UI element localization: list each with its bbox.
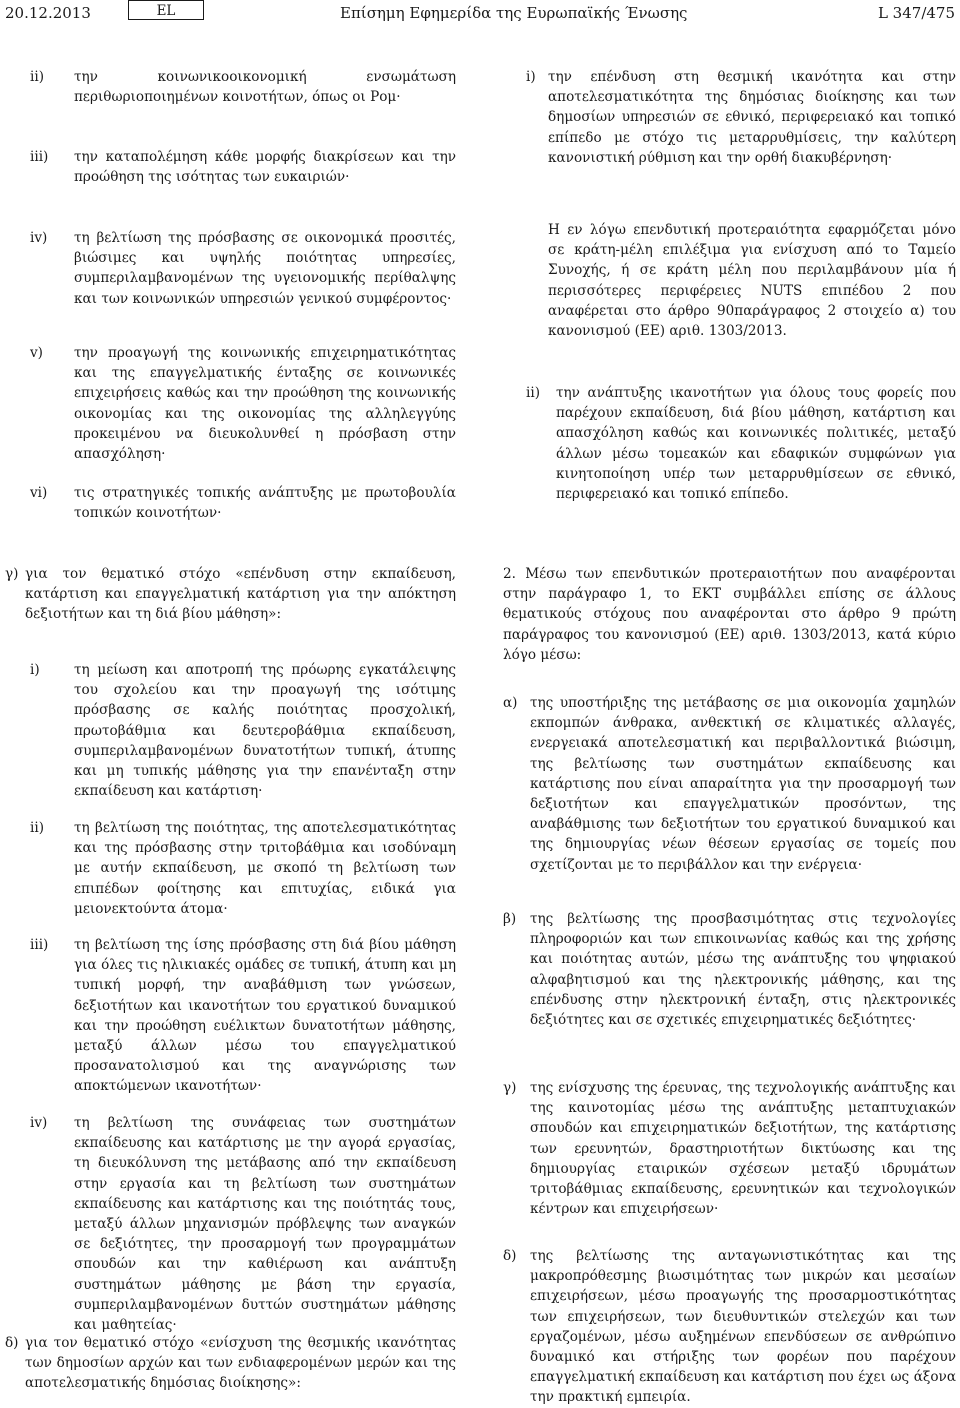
list-item	[526, 67, 956, 168]
item-text: τη βελτίωση της ποιότητας, της αποτελεσματικότητας και της πρόσβασης στην τριτοβάθμια και ισοδύναμη με αυτήν εκπαίδευση, με σκοπό τη βελτίωση των επιπέδων φοίτησης και επιτυχίας, ειδικά για μειονεκτούντα άτομα·	[74, 820, 456, 917]
section-letter: δ)	[5, 1335, 19, 1351]
item-number: ii)	[30, 820, 44, 836]
item-text: της ενίσχυσης της έρευνας, της τεχνολογικής ανάπτυξης και της καινοτομίας μέσω της ανάπτυξης μεταπτυχιακών σπουδών και επιχειρηματικών δεξιοτήτων, της κατάρτισης των ερευνητών, δραστηριοτήτων δικτύωσης και της δημιουργίας εταιρικών σχέσεων μεταξύ ιδρυμάτων τριτοβάθμιας εκπαίδευσης, ερευνητικών και τεχνολογικών κέντρων και επιχειρήσεων·	[530, 1080, 956, 1218]
item-text: της υποστήριξης της μετάβασης σε μια οικονομία χαμηλών εκπομπών άνθρακα, ανθεκτική σε κλιματικές αλλαγές, ενεργειακά αποτελεσματική και περιβαλλοντικά βιώσιμη, της βελτίωσης των συστημάτων εκπαίδευσης και κατάρτισης που είναι απαραίτητα για την προσαρμογή των δεξιοτήτων και επαγγελματικών προσόντων, της αναβάθμισης των δεξιοτήτων του εργατικού δυναμικού και της δημιουργίας νέων θέσεων εργασίας σε τομείς που σχετίζονται με το περιβάλλον και την ενέργεια·	[530, 695, 956, 873]
item-number: iv)	[30, 1115, 48, 1131]
item-text: την κοινωνικοοικονομική ενσωμάτωση περιθωριοποιημένων κοινοτήτων, όπως οι Ρομ·	[74, 69, 456, 106]
item-text: τη βελτίωση της πρόσβασης σε οικονομικά προσιτές, βιώσιμες και υψηλής ποιότητας υπηρεσίες, συμπεριλαμβανομένων της υγειονομικής περίθαλψης και των κοινωνικών υπηρεσιών γενικού συμφέροντος·	[74, 230, 456, 307]
item-number: i)	[30, 662, 40, 678]
item-text: την επένδυση στη θεσμική ικανότητα και στην αποτελεσματικότητα της δημόσιας διοίκησης και των δημοσίων υπηρεσιών σε εθνικό, περιφερειακό και τοπικό επίπεδο με στόχο τις μεταρρυθμίσεις, την καλύτερη κανονιστική ρύθμιση και την ορθή διακυβέρνηση·	[548, 69, 956, 166]
item-number: γ)	[503, 1080, 517, 1096]
list-item	[503, 909, 956, 1030]
section-letter: γ)	[5, 566, 19, 582]
item-number: ii)	[526, 385, 540, 401]
item-number: i)	[526, 69, 536, 85]
section-d	[5, 1333, 456, 1394]
list-item	[503, 693, 956, 875]
language-box: EL	[128, 0, 204, 20]
item-number: α)	[503, 695, 518, 711]
list-item	[30, 818, 456, 919]
list-item	[503, 1078, 956, 1219]
section-text: για τον θεματικό στόχο «ενίσχυση της θεσμικής ικανότητας των δημοσίων αρχών και των ενδιαφερομένων μερών και της αποτελεσματικής δημόσιας διοίκησης»:	[25, 1335, 456, 1392]
item-text: τη μείωση και αποτροπή της πρόωρης εγκατάλειψης του σχολείου και την προαγωγή της ισότιμης πρόσβασης σε καλής ποιότητας προσχολική, πρωτοβάθμια και δευτεροβάθμια εκπαίδευση, συμπεριλαμβανομένων δυνατοτήτων τυπική, άτυπης και μη τυπικής μάθησης για την επανένταξη στην εκπαίδευση και κατάρτιση·	[74, 662, 456, 800]
item-text: τη βελτίωση της συνάφειας των συστημάτων εκπαίδευσης και κατάρτισης με την αγορά εργασίας, τη διευκόλυνση της μετάβασης από την εκπαίδευση στην εργασία και τη βελτίωση των συστημάτων εκπαίδευσης και κατάρτισης και της ποιότητάς τους, μεταξύ άλλων μηχανισμών πρόβλεψης των αναγκών σε δεξιότητες, την προσαρμογή των προγραμμάτων σπουδών και την καθιέρωση και ανάπτυξη συστημάτων μάθησης με βάση την εργασία, συμπεριλαμβανομένων δυττών συστημάτων μάθησης και μαθητείας·	[74, 1115, 456, 1334]
list-item	[526, 383, 956, 504]
list-item	[30, 1113, 456, 1335]
item-number: vi)	[30, 485, 48, 501]
item-text: της βελτίωσης της προσβασιμότητας στις τεχνολογίες πληροφοριών και των επικοινωνίας καθώς και της χρήσης και ποιότητας αυτών, μέσω της ανάπτυξης του ψηφιακού αλφαβητισμού και της ηλεκτρονικής μάθησης, και της επένδυσης στην ηλεκτρονική ένταξη, στις ηλεκτρονικές δεξιότητες και σε σχετικές επιχειρηματικές δεξιότητες·	[530, 911, 956, 1029]
item-number: ii)	[30, 69, 44, 85]
header-date: 20.12.2013	[5, 4, 91, 22]
list-item	[30, 147, 456, 187]
item-number: iii)	[30, 149, 49, 165]
section-g	[5, 564, 456, 625]
item-number: iv)	[30, 230, 48, 246]
item-text: τη βελτίωση της ίσης πρόσβασης στη διά βίου μάθηση για όλες τις ηλικιακές ομάδες σε τυπική, άτυπη και μη τυπική μορφή, την αναβάθμιση των γνώσεων, δεξιοτήτων και ικανοτήτων του εργατικού δυναμικού και την προώθηση ευέλικτων δυνατοτήτων μάθησης, μεταξύ άλλων μέσω του επαγγελματικού προσανατολισμού και της αναγνώρισης των αποκτώμενων ικανοτήτων·	[74, 937, 456, 1095]
page-reference: L 347/475	[877, 4, 955, 22]
item-text: την καταπολέμηση κάθε μορφής διακρίσεων και την προώθηση της ισότητας των ευκαιριών·	[74, 149, 456, 186]
list-item	[30, 483, 456, 523]
priority-paragraph: Η εν λόγω επενδυτική προτεραιότητα εφαρμόζεται μόνο σε κράτη-μέλη επιλέξιμα για ενίσχυση από το Ταμείο Συνοχής, ή σε κράτη μέλη που περιλαμβάνουν μία ή περισσότερες περιφέρειες NUTS επιπέδου 2 που αναφέρεται στο άρθρο 90παράγραφος 2 στοιχείο α) του κανονισμού (ΕΕ) αριθ. 1303/2013.	[548, 222, 956, 340]
journal-title: Επίσημη Εφημερίδα της Ευρωπαϊκής Ένωσης	[340, 4, 688, 22]
list-item	[30, 935, 456, 1097]
item-number: iii)	[30, 937, 49, 953]
list-item	[30, 228, 456, 309]
paragraph-2: 2. Μέσω των επενδυτικών προτεραιοτήτων που αναφέρονται στην παράγραφο 1, το ΕΚΤ συμβάλλει επίσης σε άλλους θεματικούς στόχους που αναφέρονται στο άρθρο 9 πρώτη παράγραφος του κανονισμού (ΕΕ) αριθ. 1303/2013, κατά κύριο λόγο μέσω:	[503, 566, 956, 663]
list-item	[30, 660, 456, 801]
item-text: την ανάπτυξης ικανοτήτων για όλους τους φορείς που παρέχουν εκπαίδευση, διά βίου μάθηση, κατάρτιση και απασχόληση καθώς και κοινωνικές πολιτικές, μεταξύ άλλων μέσω τομεακών και εδαφικών συμφώνων για κινητοποίηση υπέρ των μεταρρυθμίσεων σε εθνικό, περιφερειακό και τοπικό επίπεδο.	[556, 385, 956, 503]
list-item	[30, 343, 456, 464]
item-number: δ)	[503, 1248, 517, 1264]
list-item	[30, 67, 456, 107]
list-item	[503, 1246, 956, 1408]
item-number: β)	[503, 911, 517, 927]
section-text: για τον θεματικό στόχο «επένδυση στην εκπαίδευση, κατάρτιση και επαγγελματική κατάρτιση για την απόκτηση δεξιοτήτων και τη διά βίου μάθηση»:	[25, 566, 456, 623]
item-text: τις στρατηγικές τοπικής ανάπτυξης με πρωτοβουλία τοπικών κοινοτήτων·	[74, 485, 456, 522]
item-number: v)	[30, 345, 43, 361]
item-text: της βελτίωσης της ανταγωνιστικότητας και της μακροπρόθεσμης βιωσιμότητας των μικρών και μεσαίων επιχειρήσεων, μέσω προαγωγής της προσαρμοστικότητας των επιχειρήσεων, των διευθυντικών στελεχών και των εργαζομένων, μέσω αυξημένων επενδύσεων σε ανθρώπινο δυναμικό και στήριξης των φορέων που παρέχουν επαγγελματική εκπαίδευση και κατάρτιση που έχει ως άξονα την πρακτική εμπειρία.	[530, 1248, 956, 1406]
item-text: την προαγωγή της κοινωνικής επιχειρηματικότητας και της επαγγελματικής ένταξης σε κοινωνικές επιχειρήσεις καθώς και την προώθηση της κοινωνικής οικονομίας και της οικονομίας της αλληλεγγύης προκειμένου να διευκολυνθεί η πρόσβαση στην απασχόληση·	[74, 345, 456, 463]
